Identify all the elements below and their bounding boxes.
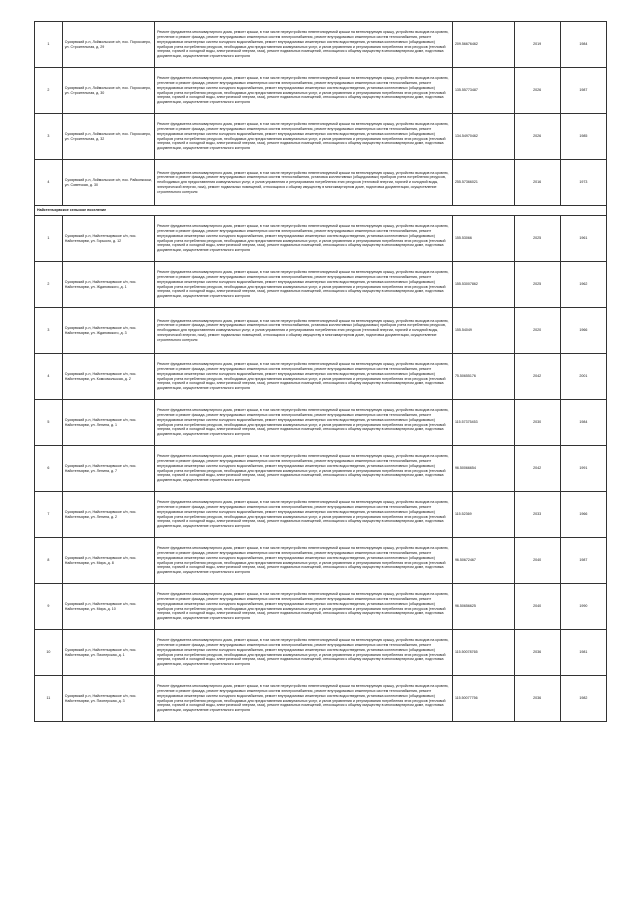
repair-year-cell: 2026 [514,68,560,114]
cost-value-cell: 115.52369 [452,492,514,538]
row-number: 6 [35,446,63,492]
capital-repair-table [34,21,607,722]
repair-year-cell: 2025 [514,216,560,262]
table-row [35,308,607,354]
works-cell: Ремонт фундамента многоквартирного дома, ремонт крыши, в том числе переустройство невентилируемой крыши на вентилируемую крышу, устройство выходов на кровлю, утепление и ремонт фасада, ремонт внутридомовых инженерных систем электроснабжения, ремонт внутридомовых инженерных систем теплоснабжения, ремонт внутридомовых инженерных систем холодного водоснабжения, ремонт внутридомовых инженерных систем водоотведения, установка коллективных (общедомовых) приборов учета потребления ресурсов, необходимых для предоставления коммунальных услуг, и узлов управления и регулирования потребления этих ресурсов (тепловой энергии, горячей и холодной воды, электрической энергии, газа), ремонт подвальных помещений, относящихся к общему имуществу в многоквартирном доме, подготовка документации, осуществление строительного контроля [155,446,453,492]
works-cell: Ремонт фундамента многоквартирного дома, ремонт крыши, в том числе переустройство невентилируемой крыши на вентилируемую крышу, устройство выходов на кровлю, утепление и ремонт фасада, ремонт внутридомовых инженерных систем теплоснабжения, установка коллективных (общедомовых) приборов учета потребления ресурсов, необходимых для предоставления коммунальных услуг, и узлов управления и регулирования потребления этих ресурсов (тепловой энергии, горячей и холодной воды, электрической энергии, газа), ремонт подвальных помещений, относящихся к общему имуществу в многоквартирном доме, подготовка документации, осуществление строительного контроля [155,308,453,354]
works-cell: Ремонт фундамента многоквартирного дома, ремонт крыши, в том числе переустройство невентилируемой крыши на вентилируемую крышу, устройство выходов на кровлю, утепление и ремонт фасада, ремонт внутридомовых инженерных систем электроснабжения, ремонт внутридомовых инженерных систем теплоснабжения, ремонт внутридомовых инженерных систем холодного водоснабжения, ремонт внутридомовых инженерных систем водоотведения, установка коллективных (общедомовых) приборов учета потребления ресурсов, необходимых для предоставления коммунальных услуг, и узлов управления и регулирования потребления этих ресурсов (тепловой энергии, горячей и холодной воды, электрической энергии, газа), ремонт подвальных помещений, относящихся к общему имуществу в многоквартирном доме, подготовка документации, осуществление строительного контроля [155,114,453,160]
built-year-cell: 1991 [560,446,606,492]
table-body-naystenyarvskoe [35,216,607,722]
works-cell: Ремонт фундамента многоквартирного дома, ремонт крыши, в том числе переустройство невентилируемой крыши на вентилируемую крышу, устройство выходов на кровлю, утепление и ремонт фасада, ремонт внутридомовых инженерных систем электроснабжения, ремонт внутридомовых инженерных систем теплоснабжения, ремонт внутридомовых инженерных систем холодного водоснабжения, ремонт внутридомовых инженерных систем водоотведения, установка коллективных (общедомовых) приборов учета потребления ресурсов, необходимых для предоставления коммунальных услуг, и узлов управления и регулирования потребления этих ресурсов (тепловой энергии, горячей и холодной воды, электрической энергии, газа), ремонт подвальных помещений, относящихся к общему имуществу в многоквартирном доме, подготовка документации, осуществление строительного контроля [155,68,453,114]
built-year-cell: 1982 [560,676,606,722]
works-cell: Ремонт фундамента многоквартирного дома, ремонт крыши, в том числе переустройство невентилируемой крыши на вентилируемую крышу, устройство выходов на кровлю, утепление и ремонт фасада, ремонт внутридомовых инженерных систем электроснабжения, ремонт внутридомовых инженерных систем теплоснабжения, ремонт внутридомовых инженерных систем холодного водоснабжения, ремонт внутридомовых инженерных систем водоотведения, установка коллективных (общедомовых) приборов учета потребления ресурсов, необходимых для предоставления коммунальных услуг, и узлов управления и регулирования потребления этих ресурсов (тепловой энергии, горячей и холодной воды, электрической энергии, газа), ремонт подвальных помещений, относящихся к общему имуществу в многоквартирном доме, подготовка документации, осуществление строительного контроля [155,538,453,584]
section-row [35,206,607,216]
cost-value-cell: 155.53007862 [452,262,514,308]
row-number: 9 [35,584,63,630]
works-cell: Ремонт фундамента многоквартирного дома, ремонт крыши, в том числе переустройство невентилируемой крыши на вентилируемую крышу, устройство выходов на кровлю, утепление и ремонт фасада, ремонт внутридомовых инженерных систем электроснабжения, ремонт внутридомовых инженерных систем теплоснабжения, ремонт внутридомовых инженерных систем холодного водоснабжения, ремонт внутридомовых инженерных систем водоотведения, установка коллективных (общедомовых) приборов учета потребления ресурсов, необходимых для предоставления коммунальных услуг, и узлов управления и регулирования потребления этих ресурсов (тепловой энергии, горячей и холодной воды, электрической энергии, газа), ремонт подвальных помещений, относящихся к общему имуществу в многоквартирном доме, подготовка документации, осуществление строительного контроля [155,22,453,68]
address-cell: Суоярвский р-н, Найстенъярвское с/п, пос. Найстенъярви, ул. Комсомольская, д. 2 [62,354,154,400]
row-number: 3 [35,114,63,160]
repair-year-cell: 2036 [514,630,560,676]
address-cell: Суоярвский р-н, Найстенъярвское с/п, пос. Найстенъярви, ул. Ленина, д. 1 [62,400,154,446]
row-number: 5 [35,400,63,446]
table-row [35,446,607,492]
table-row [35,538,607,584]
works-cell: Ремонт фундамента многоквартирного дома, ремонт крыши, в том числе переустройство невентилируемой крыши на вентилируемую крышу, устройство выходов на кровлю, утепление и ремонт фасада, ремонт внутридомовых инженерных систем электроснабжения, ремонт внутридомовых инженерных систем теплоснабжения, ремонт внутридомовых инженерных систем холодного водоснабжения, ремонт внутридомовых инженерных систем водоотведения, установка коллективных (общедомовых) приборов учета потребления ресурсов, необходимых для предоставления коммунальных услуг, и узлов управления и регулирования потребления этих ресурсов (тепловой энергии, горячей и холодной воды, электрической энергии, газа), ремонт подвальных помещений, относящихся к общему имуществу в многоквартирном доме, подготовка документации, осуществление строительного контроля [155,492,453,538]
works-cell: Ремонт фундамента многоквартирного дома, ремонт крыши, в том числе переустройство невентилируемой крыши на вентилируемую крышу, устройство выходов на кровлю, утепление и ремонт фасада, ремонт внутридомовых инженерных систем электроснабжения, ремонт внутридомовых инженерных систем теплоснабжения, ремонт внутридомовых инженерных систем холодного водоснабжения, ремонт внутридомовых инженерных систем водоотведения, установка коллективных (общедомовых) приборов учета потребления ресурсов, необходимых для предоставления коммунальных услуг, и узлов управления и регулирования потребления этих ресурсов (тепловой энергии, горячей и холодной воды, электрической энергии, газа), ремонт подвальных помещений, относящихся к общему имуществу в многоквартирном доме, подготовка документации, осуществление строительного контроля [155,676,453,722]
repair-year-cell: 2030 [514,400,560,446]
table-row [35,68,607,114]
table-row [35,584,607,630]
address-cell: Суоярвский р-н, Найстенъярвское с/п, пос. Найстенъярви, ул. Ленина, д. 7 [62,446,154,492]
row-number: 11 [35,676,63,722]
row-number: 4 [35,160,63,206]
repair-year-cell: 2016 [514,160,560,206]
table-row [35,354,607,400]
section-title: Найстенъярвское сельское поселение [35,206,607,216]
cost-value-cell: 134.54970462 [452,114,514,160]
repair-year-cell: 2019 [514,22,560,68]
cost-value-cell: 255.57366021 [452,160,514,206]
built-year-cell: 1966 [560,492,606,538]
built-year-cell: 1985 [560,114,606,160]
table-row [35,262,607,308]
row-number: 4 [35,354,63,400]
cost-value-cell: 115.50078765 [452,630,514,676]
repair-year-cell: 2026 [514,114,560,160]
works-cell: Ремонт фундамента многоквартирного дома, ремонт крыши, в том числе переустройство невентилируемой крыши на вентилируемую крышу, устройство выходов на кровлю, утепление и ремонт фасада, ремонт внутридомовых инженерных систем электроснабжения, ремонт внутридомовых инженерных систем теплоснабжения, ремонт внутридомовых инженерных систем холодного водоснабжения, ремонт внутридомовых инженерных систем водоотведения, установка коллективных (общедомовых) приборов учета потребления ресурсов, необходимых для предоставления коммунальных услуг, и узлов управления и регулирования потребления этих ресурсов (тепловой энергии, горячей и холодной воды, электрической энергии, газа), ремонт подвальных помещений, относящихся к общему имуществу в многоквартирном доме, подготовка документации, осуществление строительного контроля [155,630,453,676]
table-row [35,400,607,446]
built-year-cell: 1966 [560,308,606,354]
address-cell: Суоярвский р-н, Лоймольское с/п, пос. Поросозеро, ул. Строительная, д. 30 [62,68,154,114]
cost-value-cell: 135.55773487 [452,68,514,114]
address-cell: Суоярвский р-н, Найстенъярвское с/п, пос. Найстенъярви, ул. Ленина, д. 2 [62,492,154,538]
works-cell: Ремонт фундамента многоквартирного дома, ремонт крыши, в том числе переустройство невентилируемой крыши на вентилируемую крышу, устройство выходов на кровлю, утепление и ремонт фасада, ремонт внутридомовых инженерных систем электроснабжения, ремонт внутридомовых инженерных систем теплоснабжения, ремонт внутридомовых инженерных систем холодного водоснабжения, ремонт внутридомовых инженерных систем водоотведения, установка коллективных (общедомовых) приборов учета потребления ресурсов, необходимых для предоставления коммунальных услуг, и узлов управления и регулирования потребления этих ресурсов (тепловой энергии, горячей и холодной воды, электрической энергии, газа), ремонт подвальных помещений, относящихся к общему имуществу в многоквартирном доме, подготовка документации, осуществление строительного контроля [155,400,453,446]
cost-value-cell: 75.50655176 [452,354,514,400]
built-year-cell: 1984 [560,22,606,68]
table-row [35,160,607,206]
built-year-cell: 1981 [560,630,606,676]
works-cell: Ремонт фундамента многоквартирного дома, ремонт крыши, в том числе переустройство невентилируемой крыши на вентилируемую крышу, устройство выходов на кровлю, утепление и ремонт фасада, ремонт внутридомовых инженерных систем теплоснабжения, установка коллективных (общедомовых) приборов учета потребления ресурсов, необходимых для предоставления коммунальных услуг, и узлов управления и регулирования потребления этих ресурсов (тепловой энергии, горячей и холодной воды, электрической энергии, газа), ремонт подвальных помещений, относящихся к общему имуществу в многоквартирном доме, подготовка документации, осуществление строительного контроля [155,160,453,206]
row-number: 7 [35,492,63,538]
repair-year-cell: 2042 [514,446,560,492]
row-number: 1 [35,216,63,262]
built-year-cell: 1973 [560,160,606,206]
works-cell: Ремонт фундамента многоквартирного дома, ремонт крыши, в том числе переустройство невентилируемой крыши на вентилируемую крышу, устройство выходов на кровлю, утепление и ремонт фасада, ремонт внутридомовых инженерных систем электроснабжения, ремонт внутридомовых инженерных систем теплоснабжения, ремонт внутридомовых инженерных систем холодного водоснабжения, ремонт внутридомовых инженерных систем водоотведения, установка коллективных (общедомовых) приборов учета потребления ресурсов, необходимых для предоставления коммунальных услуг, и узлов управления и регулирования потребления этих ресурсов (тепловой энергии, горячей и холодной воды, электрической энергии, газа), ремонт подвальных помещений, относящихся к общему имуществу в многоквартирном доме, подготовка документации, осуществление строительного контроля [155,216,453,262]
built-year-cell: 2001 [560,354,606,400]
repair-year-cell: 2042 [514,354,560,400]
table-row [35,22,607,68]
built-year-cell: 1984 [560,400,606,446]
section-header-group [35,206,607,216]
address-cell: Суоярвский р-н, Найстенъярвское с/п, пос. Найстенъярви, ул. Мира, д. 10 [62,584,154,630]
address-cell: Суоярвский р-н, Лоймольское с/п, пос. Райконкоски, ул. Советская, д. 30 [62,160,154,206]
cost-value-cell: 96.50656625 [452,584,514,630]
cost-value-cell: 115.57375453 [452,400,514,446]
address-cell: Суоярвский р-н, Найстенъярвское с/п, пос. Найстенъярви, ул. Ждановского, д. 3 [62,308,154,354]
address-cell: Суоярвский р-н, Найстенъярвское с/п, пос. Найстенъярви, ул. Пионерская, д. 1 [62,630,154,676]
cost-value-cell: 155.53066 [452,216,514,262]
built-year-cell: 1987 [560,68,606,114]
row-number: 2 [35,262,63,308]
repair-year-cell: 2040 [514,584,560,630]
table-row [35,492,607,538]
row-number: 1 [35,22,63,68]
cost-value-cell: 115.50077756 [452,676,514,722]
repair-year-cell: 2020 [514,308,560,354]
repair-year-cell: 2036 [514,676,560,722]
address-cell: Суоярвский р-н, Лоймольское с/п, пос. Поросозеро, ул. Строительная, д. 29 [62,22,154,68]
table-row [35,630,607,676]
repair-year-cell: 2033 [514,492,560,538]
address-cell: Суоярвский р-н, Найстенъярвское с/п, пос. Найстенъярви, ул. Ждановского, д. 1 [62,262,154,308]
table-body-loymolskoe [35,22,607,206]
repair-year-cell: 2040 [514,538,560,584]
address-cell: Суоярвский р-н, Лоймольское с/п, пос. Поросозеро, ул. Строительная, д. 32 [62,114,154,160]
row-number: 3 [35,308,63,354]
row-number: 10 [35,630,63,676]
works-cell: Ремонт фундамента многоквартирного дома, ремонт крыши, в том числе переустройство невентилируемой крыши на вентилируемую крышу, устройство выходов на кровлю, утепление и ремонт фасада, ремонт внутридомовых инженерных систем электроснабжения, ремонт внутридомовых инженерных систем теплоснабжения, ремонт внутридомовых инженерных систем холодного водоснабжения, ремонт внутридомовых инженерных систем водоотведения, установка коллективных (общедомовых) приборов учета потребления ресурсов, необходимых для предоставления коммунальных услуг, и узлов управления и регулирования потребления этих ресурсов (тепловой энергии, горячей и холодной воды, электрической энергии, газа), ремонт подвальных помещений, относящихся к общему имуществу в многоквартирном доме, подготовка документации, осуществление строительного контроля [155,354,453,400]
address-cell: Суоярвский р-н, Найстенъярвское с/п, пос. Найстенъярви, ул. Горького, д. 12 [62,216,154,262]
cost-value-cell: 96.50066654 [452,446,514,492]
cost-value-cell: 209.56676462 [452,22,514,68]
table-row [35,216,607,262]
built-year-cell: 1961 [560,216,606,262]
works-cell: Ремонт фундамента многоквартирного дома, ремонт крыши, в том числе переустройство невентилируемой крыши на вентилируемую крышу, устройство выходов на кровлю, утепление и ремонт фасада, ремонт внутридомовых инженерных систем электроснабжения, ремонт внутридомовых инженерных систем теплоснабжения, ремонт внутридомовых инженерных систем холодного водоснабжения, ремонт внутридомовых инженерных систем водоотведения, установка коллективных (общедомовых) приборов учета потребления ресурсов, необходимых для предоставления коммунальных услуг, и узлов управления и регулирования потребления этих ресурсов (тепловой энергии, горячей и холодной воды, электрической энергии, газа), ремонт подвальных помещений, относящихся к общему имуществу в многоквартирном доме, подготовка документации, осуществление строительного контроля [155,584,453,630]
cost-value-cell: 155.54049 [452,308,514,354]
cost-value-cell: 96.50672467 [452,538,514,584]
repair-year-cell: 2025 [514,262,560,308]
table-row [35,114,607,160]
built-year-cell: 1990 [560,584,606,630]
works-cell: Ремонт фундамента многоквартирного дома, ремонт крыши, в том числе переустройство невентилируемой крыши на вентилируемую крышу, устройство выходов на кровлю, утепление и ремонт фасада, ремонт внутридомовых инженерных систем электроснабжения, ремонт внутридомовых инженерных систем теплоснабжения, ремонт внутридомовых инженерных систем холодного водоснабжения, ремонт внутридомовых инженерных систем водоотведения, установка коллективных (общедомовых) приборов учета потребления ресурсов, необходимых для предоставления коммунальных услуг, и узлов управления и регулирования потребления этих ресурсов (тепловой энергии, горячей и холодной воды, электрической энергии, газа), ремонт подвальных помещений, относящихся к общему имуществу в многоквартирном доме, подготовка документации, осуществление строительного контроля [155,262,453,308]
row-number: 8 [35,538,63,584]
built-year-cell: 1962 [560,262,606,308]
address-cell: Суоярвский р-н, Найстенъярвское с/п, пос. Найстенъярви, ул. Пионерская, д. 3 [62,676,154,722]
row-number: 2 [35,68,63,114]
table-row [35,676,607,722]
address-cell: Суоярвский р-н, Найстенъярвское с/п, пос. Найстенъярви, ул. Мира, д. 8 [62,538,154,584]
built-year-cell: 1987 [560,538,606,584]
